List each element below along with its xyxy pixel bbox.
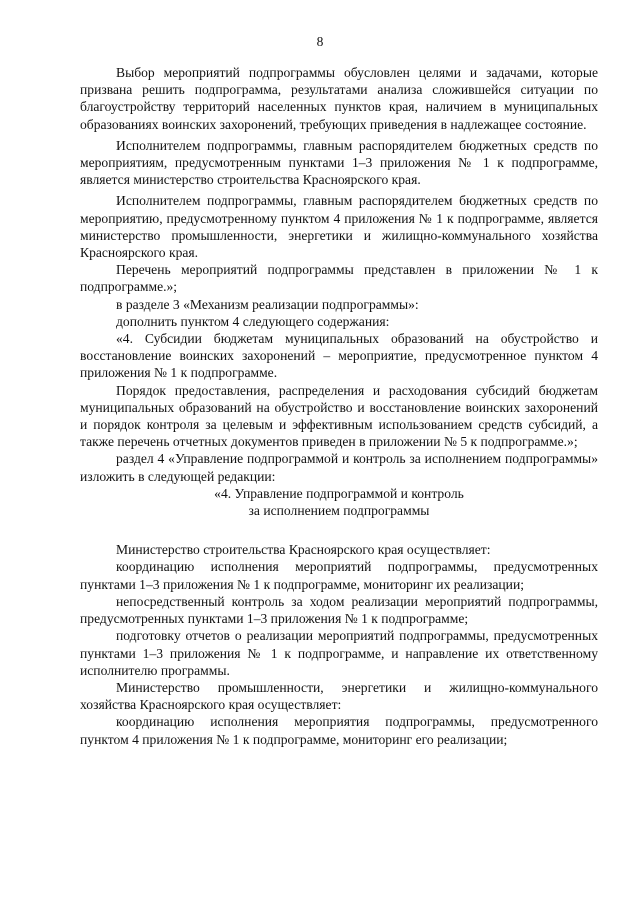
page-number: 8 [316,34,324,49]
paragraph: непосредственный контроль за ходом реализации мероприятий подпрограммы, предусмотренных пунктами 1–3 приложения № 1 к подпрограмме; [80,593,598,627]
paragraph: в разделе 3 «Механизм реализации подпрограммы»: [116,296,419,312]
section-heading-line-1: «4. Управление подпрограммой и контроль [214,485,464,501]
paragraph: координацию исполнения мероприятий подпрограммы, предусмотренных пунктами 1–3 приложения № 1 к подпрограмме, мониторинг их реализации; [80,559,598,592]
section-heading [80,485,598,519]
paragraph: подготовку отчетов о реализации мероприятий подпрограммы, предусмотренных пунктами 1–3 приложения № 1 к подпрограмме, и направление их ответственному исполнителю программы. [80,628,598,678]
paragraph: Министерство промышленности, энергетики и жилищно-коммунального хозяйства Красноярского края осуществляет: [80,679,598,713]
paragraph: Перечень мероприятий подпрограммы представлен в приложении № 1 к подпрограмме.»; [80,262,598,295]
paragraph: Выбор мероприятий подпрограммы обусловлен целями и задачами, которые призвана решить подпрограмма, результатами анализа сложившейся ситуации по благоустройству территорий населенных пунктов края, наличием в муниципальных образованиях воинских захоронений, требующих приведения в надлежащее состояние. [80,65,598,132]
paragraph: дополнить пунктом 4 следующего содержания: [116,313,390,329]
paragraph: Исполнителем подпрограммы, главным распорядителем бюджетных средств по мероприятиям, предусмотренным пунктами 1–3 приложения № 1 к подпрограмме, является министерство строительства Красноярского края. [80,137,598,188]
paragraph: Министерство строительства Красноярского края осуществляет: [116,542,491,558]
paragraph: координацию исполнения мероприятия подпрограммы, предусмотренного пунктом 4 приложения № 1 к подпрограмме, мониторинг его реализации; [80,714,598,747]
paragraph: Порядок предоставления, распределения и расходования субсидий бюджетам муниципальных образований на обустройство и восстановление воинских захоронений и порядок контроля за целевым и эффективным использованием средств субсидий, а также перечень отчетных документов приведен в приложении № 5 к подпрограмме.»; [80,382,598,450]
section-heading-line-2: за исполнением подпрограммы [248,503,430,519]
paragraph: «4. Субсидии бюджетам муниципальных образований на обустройство и восстановление воинских захоронений – мероприятие, предусмотренное пунктом 4 приложения № 1 к подпрограмме. [80,331,598,381]
paragraph: Исполнителем подпрограммы, главным распорядителем бюджетных средств по мероприятию, предусмотренному пунктом 4 приложения № 1 к подпрограмме, является министерство промышленности, энергетики и жилищно-коммунального хозяйства Красноярского края. [80,193,598,261]
paragraph: раздел 4 «Управление подпрограммой и контроль за исполнением подпрограммы» изложить в следующей редакции: [80,451,598,484]
document-body [80,64,598,748]
